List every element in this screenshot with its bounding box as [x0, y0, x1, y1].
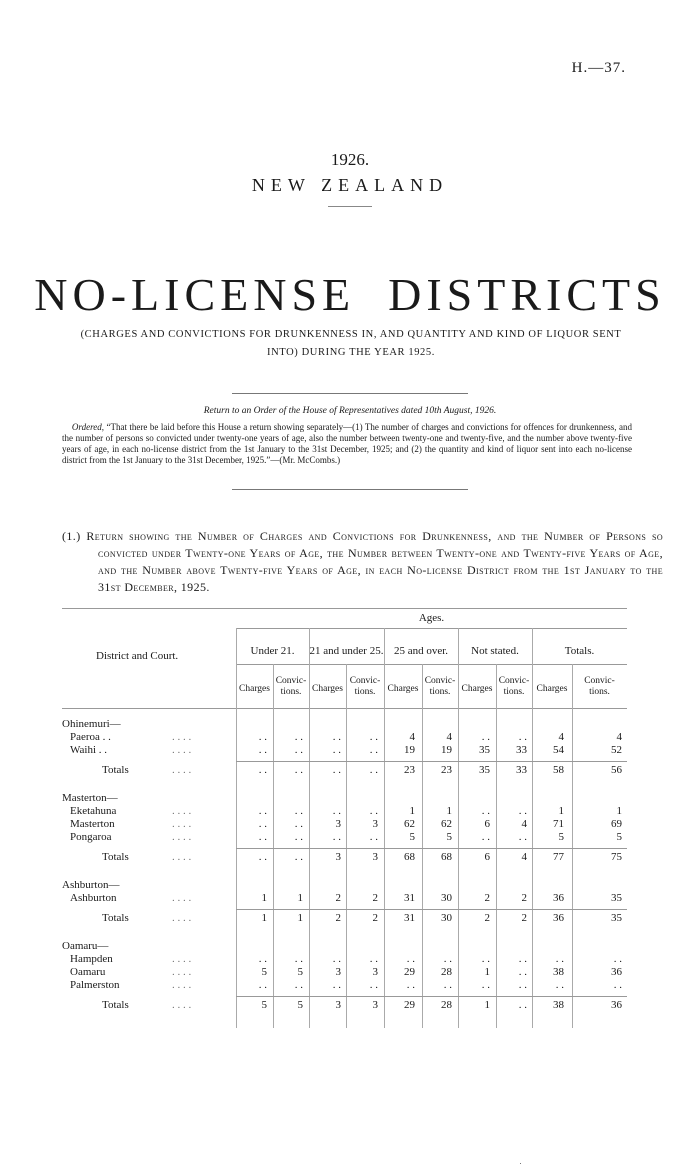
- totals-cell: 35: [479, 764, 490, 776]
- table-cell: . .: [258, 831, 267, 843]
- leader-dots: . . . .: [172, 999, 192, 1011]
- table-cell: 4: [409, 731, 415, 743]
- age-group-header: Totals.: [564, 645, 595, 657]
- table-cell: 1: [446, 805, 452, 817]
- table-cell: . .: [369, 953, 378, 965]
- table-cell: 4: [616, 731, 622, 743]
- totals-cell: . .: [369, 764, 378, 776]
- ages-label: Ages.: [418, 612, 445, 624]
- table-cell: 6: [484, 818, 490, 830]
- convictions-subheader: tions.: [354, 687, 376, 697]
- totals-cell: 35: [611, 912, 622, 924]
- charges-subheader: Charges: [387, 684, 419, 694]
- divider: [328, 206, 372, 207]
- totals-label: Totals: [102, 999, 129, 1011]
- totals-rule: [236, 761, 627, 762]
- totals-cell: 38: [553, 999, 564, 1011]
- table-cell: . .: [294, 953, 303, 965]
- leader-dots: . . . .: [172, 966, 192, 978]
- totals-label: Totals: [102, 851, 129, 863]
- court-name: Masterton: [70, 818, 115, 830]
- table-cell: . .: [332, 831, 341, 843]
- divider: [232, 489, 468, 490]
- leader-dots: . . . .: [172, 764, 192, 776]
- table-cell: 52: [611, 744, 622, 756]
- leader-dots: . . . .: [172, 912, 192, 924]
- table-cell: 1: [409, 805, 415, 817]
- table-cell: . .: [258, 979, 267, 991]
- table-cell: 3: [335, 966, 341, 978]
- table-cell: . .: [518, 953, 527, 965]
- district-header: District and Court.: [96, 650, 179, 662]
- charges-subheader: Charges: [536, 684, 568, 694]
- table-cell: 5: [616, 831, 622, 843]
- return-order-line: Return to an Order of the House of Representatives dated 10th August, 1926.: [203, 406, 497, 416]
- table-cell: 19: [404, 744, 415, 756]
- table-cell: 2: [335, 892, 341, 904]
- table-cell: . .: [518, 979, 527, 991]
- table-cell: . .: [518, 805, 527, 817]
- leader-dots: . . . .: [172, 818, 192, 830]
- table-cell: 62: [404, 818, 415, 830]
- section-heading: (1.) Return showing the Number of Charges and Convictions for Drunkenness, and the Number of Persons so convicted under Twenty-one Years of Age, the Number between Twenty-one and Twenty-five Years of Age, and the Number above Twenty-five Years of Age, in each No-license District from the 1st January to the 31st December, 1925.: [62, 529, 663, 594]
- court-name: Palmerston: [70, 979, 120, 991]
- table-cell: 71: [553, 818, 564, 830]
- totals-cell: 23: [404, 764, 415, 776]
- convictions-subheader: Convic-: [424, 676, 456, 686]
- charges-subheader: Charges: [312, 684, 343, 694]
- table-cell: . .: [555, 979, 564, 991]
- table-cell: . .: [258, 744, 267, 756]
- table-cell: 5: [558, 831, 564, 843]
- court-name: Ashburton: [70, 892, 117, 904]
- leader-dots: . . . .: [172, 979, 192, 991]
- totals-cell: 68: [404, 851, 415, 863]
- table-cell: 2: [372, 892, 378, 904]
- table-cell: 1: [297, 892, 303, 904]
- totals-cell: 2: [335, 912, 341, 924]
- totals-cell: 31: [404, 912, 415, 924]
- district-name: Masterton—: [62, 792, 118, 804]
- table-cell: . .: [481, 979, 490, 991]
- ages-rule: [236, 628, 627, 629]
- court-name: Hampden: [70, 953, 113, 965]
- return-table: [62, 608, 632, 1028]
- convictions-subheader: tions.: [280, 687, 302, 697]
- header-bottom-rule: [62, 708, 627, 709]
- totals-rule: [236, 909, 627, 910]
- totals-cell: 1: [484, 999, 490, 1011]
- totals-cell: . .: [258, 851, 267, 863]
- table-cell: 35: [611, 892, 622, 904]
- table-cell: . .: [481, 831, 490, 843]
- convictions-subheader: Convic-: [349, 676, 381, 686]
- table-cell: . .: [613, 953, 622, 965]
- table-cell: 4: [558, 731, 564, 743]
- table-cell: . .: [369, 979, 378, 991]
- table-cell: 62: [441, 818, 452, 830]
- totals-cell: 3: [335, 999, 341, 1011]
- charges-subheader: Charges: [461, 684, 493, 694]
- table-cell: . .: [369, 831, 378, 843]
- court-name: Pongaroa: [70, 831, 112, 843]
- totals-label: Totals: [102, 764, 129, 776]
- totals-cell: 68: [441, 851, 452, 863]
- ordered-label: Ordered,: [71, 422, 104, 432]
- convictions-subheader: Convic-: [584, 676, 615, 686]
- totals-rule: [236, 996, 627, 997]
- table-cell: . .: [613, 979, 622, 991]
- document-year: 1926.: [330, 150, 370, 169]
- table-cell: . .: [294, 805, 303, 817]
- totals-cell: 23: [441, 764, 452, 776]
- table-cell: 29: [404, 966, 415, 978]
- document-reference: H.—37.: [571, 60, 626, 76]
- table-top-rule: [62, 608, 627, 609]
- table-cell: . .: [332, 731, 341, 743]
- court-name: Oamaru: [70, 966, 106, 978]
- table-cell: . .: [294, 979, 303, 991]
- table-cell: 4: [521, 818, 527, 830]
- table-cell: . .: [481, 731, 490, 743]
- court-name: Paeroa . .: [70, 731, 111, 743]
- totals-cell: 1: [261, 912, 267, 924]
- table-cell: . .: [332, 744, 341, 756]
- table-cell: 3: [372, 966, 378, 978]
- table-cell: 3: [335, 818, 341, 830]
- leader-dots: . . . .: [172, 731, 192, 743]
- table-cell: . .: [518, 966, 527, 978]
- leader-dots: . . . .: [172, 851, 192, 863]
- district-name: Ashburton—: [62, 879, 120, 891]
- convictions-subheader: tions.: [429, 687, 451, 697]
- leader-dots: . . . .: [172, 953, 192, 965]
- table-cell: 1: [558, 805, 564, 817]
- leader-dots: . . . .: [172, 892, 192, 904]
- totals-cell: 6: [484, 851, 490, 863]
- convictions-subheader: tions.: [503, 687, 525, 697]
- totals-cell: 29: [404, 999, 415, 1011]
- totals-cell: 2: [372, 912, 378, 924]
- totals-cell: . .: [294, 851, 303, 863]
- table-cell: . .: [258, 731, 267, 743]
- table-cell: 38: [553, 966, 564, 978]
- table-cell: 4: [446, 731, 452, 743]
- table-cell: 5: [409, 831, 415, 843]
- table-cell: 19: [441, 744, 452, 756]
- court-name: Eketahuna: [70, 805, 117, 817]
- page-subtitle: (CHARGES AND CONVICTIONS FOR DRUNKENNESS IN, AND QUANTITY AND KIND OF LIQUOR SENT INTO) DURING THE YEAR 1925.: [80, 329, 622, 358]
- totals-cell: . .: [518, 999, 527, 1011]
- table-cell: . .: [555, 953, 564, 965]
- totals-cell: 77: [553, 851, 564, 863]
- convictions-subheader: Convic-: [498, 676, 530, 686]
- table-cell: 1: [616, 805, 622, 817]
- country-name: NEW ZEALAND: [251, 175, 449, 195]
- table-cell: . .: [369, 731, 378, 743]
- totals-cell: 28: [441, 999, 452, 1011]
- convictions-subheader: tions.: [589, 687, 610, 697]
- court-name: Waihi . .: [70, 744, 107, 756]
- table-cell: . .: [294, 818, 303, 830]
- totals-cell: 56: [611, 764, 622, 776]
- table-cell: . .: [332, 979, 341, 991]
- totals-cell: 5: [297, 999, 303, 1011]
- table-cell: . .: [518, 731, 527, 743]
- table-cell: 35: [479, 744, 490, 756]
- totals-cell: 3: [335, 851, 341, 863]
- table-cell: . .: [332, 805, 341, 817]
- totals-cell: 2: [484, 912, 490, 924]
- table-cell: 54: [553, 744, 564, 756]
- totals-rule: [236, 848, 627, 849]
- table-cell: . .: [294, 831, 303, 843]
- table-cell: . .: [369, 805, 378, 817]
- totals-cell: . .: [294, 764, 303, 776]
- table-cell: 3: [372, 818, 378, 830]
- totals-cell: 33: [516, 764, 527, 776]
- table-cell: . .: [294, 744, 303, 756]
- table-cell: 28: [441, 966, 452, 978]
- table-cell: . .: [369, 744, 378, 756]
- leader-dots: . . . .: [172, 805, 192, 817]
- table-cell: . .: [406, 979, 415, 991]
- leader-dots: . . . .: [172, 831, 192, 843]
- ordered-text: “That there be laid before this House a return showing separately—(1) The number of charges and convictions for offences for drunkenness, and the number of persons so convicted under twenty-one years of age, also the number between twenty-one and twenty-five, and the number above twenty-five years of age, in each no-license district from the 1st January to the 31st December, 1925; and (2) the quantity and kind of liquor sent into each no-license district from the 1st January to the 31st December, 1925.”—(Mr. McCombs.): [62, 422, 633, 465]
- district-name: Ohinemuri—: [62, 718, 121, 730]
- age-group-header: 25 and over.: [393, 645, 449, 657]
- table-cell: . .: [443, 953, 452, 965]
- group-rule: [236, 664, 627, 665]
- table-cell: 1: [261, 892, 267, 904]
- totals-cell: 58: [553, 764, 564, 776]
- table-cell: . .: [443, 979, 452, 991]
- table-cell: 30: [441, 892, 452, 904]
- table-cell: 5: [446, 831, 452, 843]
- totals-cell: 75: [611, 851, 622, 863]
- age-group-header: Not stated.: [471, 645, 519, 657]
- table-cell: 2: [484, 892, 490, 904]
- totals-cell: 1: [297, 912, 303, 924]
- table-cell: 33: [516, 744, 527, 756]
- totals-label: Totals: [102, 912, 129, 924]
- totals-cell: . .: [258, 764, 267, 776]
- age-group-header: Under 21.: [250, 645, 295, 657]
- convictions-subheader: Convic-: [275, 676, 307, 686]
- table-cell: . .: [518, 831, 527, 843]
- table-cell: 69: [611, 818, 622, 830]
- totals-cell: 5: [261, 999, 267, 1011]
- totals-cell: . .: [332, 764, 341, 776]
- district-name: Oamaru—: [62, 940, 109, 952]
- column-rule: [572, 664, 573, 1028]
- totals-cell: 2: [521, 912, 527, 924]
- table-cell: . .: [481, 953, 490, 965]
- totals-cell: 4: [521, 851, 527, 863]
- table-cell: 36: [611, 966, 622, 978]
- table-cell: 2: [521, 892, 527, 904]
- divider: [232, 393, 468, 394]
- table-cell: . .: [332, 953, 341, 965]
- table-cell: . .: [258, 953, 267, 965]
- table-cell: 36: [553, 892, 564, 904]
- totals-cell: 36: [553, 912, 564, 924]
- table-cell: 1: [484, 966, 490, 978]
- order-paragraph: [62, 422, 632, 466]
- table-cell: 5: [297, 966, 303, 978]
- table-cell: . .: [294, 731, 303, 743]
- table-cell: . .: [481, 805, 490, 817]
- totals-cell: 36: [611, 999, 622, 1011]
- totals-cell: 3: [372, 851, 378, 863]
- totals-cell: 3: [372, 999, 378, 1011]
- age-group-header: 21 and under 25.: [309, 645, 384, 657]
- leader-dots: . . . .: [172, 744, 192, 756]
- table-cell: 31: [404, 892, 415, 904]
- table-cell: . .: [258, 818, 267, 830]
- page-mark: [520, 1163, 521, 1164]
- charges-subheader: Charges: [239, 684, 270, 694]
- page-title: NO-LICENSE DISTRICTS: [34, 269, 666, 320]
- table-cell: 5: [261, 966, 267, 978]
- table-cell: . .: [258, 805, 267, 817]
- totals-cell: 30: [441, 912, 452, 924]
- table-cell: . .: [406, 953, 415, 965]
